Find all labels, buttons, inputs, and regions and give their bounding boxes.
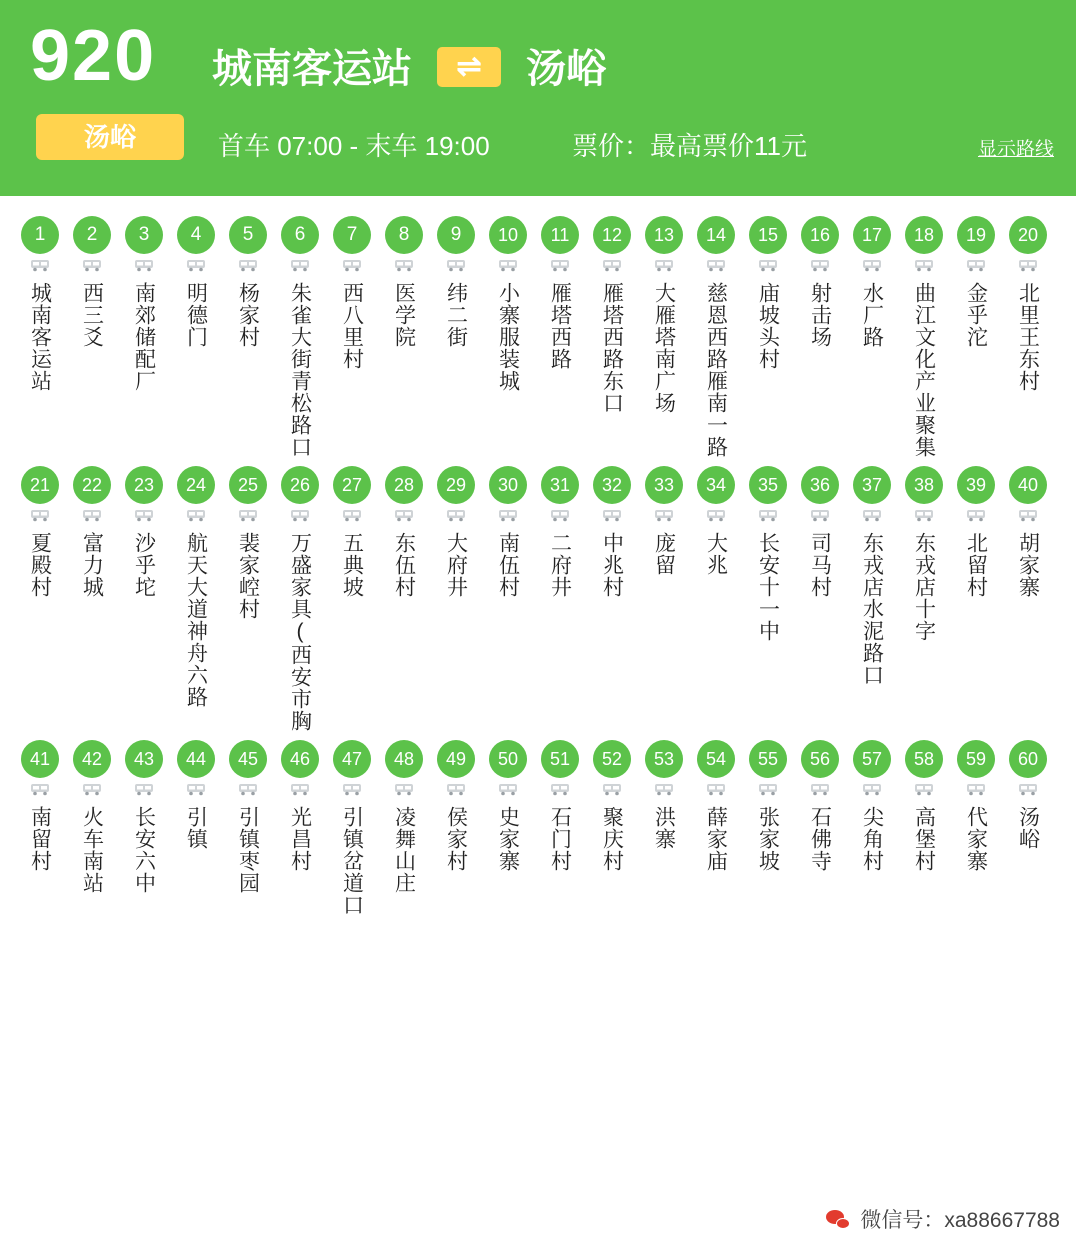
stop-number: 25 (229, 466, 267, 504)
stop-name: 纬二街 (444, 282, 468, 348)
stop-number: 16 (801, 216, 839, 254)
stop-item[interactable] (482, 740, 534, 872)
stop-number: 12 (593, 216, 631, 254)
stop-name: 夏殿村 (28, 532, 52, 598)
stop-number: 43 (125, 740, 163, 778)
bus-stop-icon (442, 508, 470, 522)
stop-item[interactable] (430, 466, 482, 598)
stop-number: 33 (645, 466, 683, 504)
bus-stop-icon (130, 258, 158, 272)
stop-item[interactable] (950, 216, 1002, 348)
bus-stop-icon (754, 508, 782, 522)
stop-name: 杨家村 (236, 282, 260, 348)
stop-name: 北里王东村 (1016, 282, 1040, 392)
stop-name: 小寨服装城 (496, 282, 520, 392)
bus-stop-icon (546, 508, 574, 522)
bus-stop-icon (598, 258, 626, 272)
stop-item[interactable] (586, 740, 638, 872)
wechat-icon (826, 1210, 852, 1232)
bus-stop-icon (910, 782, 938, 796)
bus-stop-icon (650, 258, 678, 272)
stop-name: 石佛寺 (808, 806, 832, 872)
stop-name: 雁塔西路东口 (600, 282, 624, 414)
bus-stop-icon (910, 258, 938, 272)
bus-stop-icon (494, 508, 522, 522)
stop-item[interactable] (690, 466, 742, 576)
stop-item[interactable] (534, 740, 586, 872)
stop-number: 32 (593, 466, 631, 504)
show-route-link[interactable]: 显示路线 (977, 139, 1054, 160)
stop-number: 53 (645, 740, 683, 778)
stop-number: 7 (333, 216, 371, 254)
bus-stop-icon (130, 782, 158, 796)
stop-name: 医学院 (392, 282, 416, 348)
stop-name: 庙坡头村 (756, 282, 780, 370)
bidirectional-arrow-icon (437, 47, 501, 87)
bus-stop-icon (26, 258, 54, 272)
wechat-account-label: 微信号：xa88667788 (860, 1209, 1060, 1232)
bus-stop-icon (338, 258, 366, 272)
stop-name: 大府井 (444, 532, 468, 598)
stop-number: 14 (697, 216, 735, 254)
bus-stop-icon (546, 258, 574, 272)
bus-stop-icon (910, 508, 938, 522)
stop-item[interactable] (482, 216, 534, 392)
bus-stop-icon (26, 508, 54, 522)
stop-item[interactable] (326, 740, 378, 916)
stop-item[interactable] (274, 466, 326, 732)
stop-number: 10 (489, 216, 527, 254)
bus-stop-icon (546, 782, 574, 796)
stop-item[interactable] (14, 466, 66, 598)
stop-number: 48 (385, 740, 423, 778)
bus-stop-icon (962, 508, 990, 522)
stop-item[interactable] (378, 216, 430, 348)
stop-name: 胡家寨 (1016, 532, 1040, 598)
stop-row (14, 466, 1062, 732)
stop-name: 西三爻 (80, 282, 104, 348)
stop-item[interactable] (326, 216, 378, 370)
bus-stop-icon (754, 258, 782, 272)
bus-stop-icon (390, 782, 418, 796)
bus-stop-icon (598, 782, 626, 796)
stop-name: 火车南站 (80, 806, 104, 894)
stop-item[interactable] (378, 466, 430, 598)
stop-item[interactable] (690, 740, 742, 872)
bus-stop-icon (494, 258, 522, 272)
stop-name: 城南客运站 (28, 282, 52, 392)
stop-name: 长安十一中 (756, 532, 780, 642)
stop-name: 中兆村 (600, 532, 624, 598)
bus-stop-icon (598, 508, 626, 522)
stop-item[interactable] (222, 466, 274, 620)
stop-item[interactable] (950, 466, 1002, 598)
stop-name: 引镇岔道口 (340, 806, 364, 916)
stop-item[interactable] (118, 216, 170, 392)
stop-name: 东戎店水泥路口 (860, 532, 884, 686)
stop-number: 47 (333, 740, 371, 778)
stop-number: 24 (177, 466, 215, 504)
stop-name: 万盛家具(西安市胸 (288, 532, 312, 732)
bus-stop-icon (234, 258, 262, 272)
stop-number: 57 (853, 740, 891, 778)
stop-number: 13 (645, 216, 683, 254)
stop-number: 15 (749, 216, 787, 254)
bus-stop-icon (442, 258, 470, 272)
bus-stop-icon (650, 508, 678, 522)
route-header (0, 0, 1076, 196)
stop-item[interactable] (14, 740, 66, 872)
stop-row (14, 740, 1062, 916)
stop-item[interactable] (274, 216, 326, 458)
stop-number: 8 (385, 216, 423, 254)
bus-stop-icon (182, 258, 210, 272)
bus-stop-icon (442, 782, 470, 796)
stop-name: 水厂路 (860, 282, 884, 348)
stop-name: 史家寨 (496, 806, 520, 872)
stop-number: 27 (333, 466, 371, 504)
stop-number: 34 (697, 466, 735, 504)
stop-number: 2 (73, 216, 111, 254)
stop-name: 长安六中 (132, 806, 156, 894)
stop-number: 51 (541, 740, 579, 778)
stop-name: 裴家崆村 (236, 532, 260, 620)
stop-name: 东戎店十字 (912, 532, 936, 642)
stop-item[interactable] (794, 466, 846, 598)
bus-stop-icon (390, 258, 418, 272)
stop-name: 引镇枣园 (236, 806, 260, 894)
stop-number: 22 (73, 466, 111, 504)
stop-number: 11 (541, 216, 579, 254)
bus-stop-icon (1014, 782, 1042, 796)
bus-stop-icon (858, 258, 886, 272)
stop-name: 大雁塔南广场 (652, 282, 676, 414)
stop-name: 张家坡 (756, 806, 780, 872)
stop-row (14, 216, 1062, 458)
stop-number: 37 (853, 466, 891, 504)
bus-stop-icon (390, 508, 418, 522)
stop-item[interactable] (66, 740, 118, 894)
stops-container (0, 216, 1076, 916)
stop-item[interactable] (586, 466, 638, 598)
stop-number: 29 (437, 466, 475, 504)
stop-item[interactable] (222, 216, 274, 348)
stop-item[interactable] (14, 216, 66, 392)
stop-item[interactable] (742, 740, 794, 872)
stop-number: 38 (905, 466, 943, 504)
bus-stop-icon (130, 508, 158, 522)
bus-stop-icon (702, 782, 730, 796)
stop-name: 代家寨 (964, 806, 988, 872)
stop-name: 尖角村 (860, 806, 884, 872)
stop-item[interactable] (846, 216, 898, 348)
bus-stop-icon (858, 782, 886, 796)
bus-stop-icon (962, 782, 990, 796)
stop-number: 1 (21, 216, 59, 254)
stop-item[interactable] (1002, 740, 1054, 850)
stop-name: 明德门 (184, 282, 208, 348)
route-direction-badge: 汤峪 (36, 114, 184, 160)
stop-name: 沙乎坨 (132, 532, 156, 598)
bus-stop-icon (650, 782, 678, 796)
stop-number: 42 (73, 740, 111, 778)
stop-item[interactable] (170, 740, 222, 850)
stop-item[interactable] (66, 466, 118, 598)
stop-number: 50 (489, 740, 527, 778)
stop-number: 54 (697, 740, 735, 778)
stop-item[interactable] (1002, 216, 1054, 392)
bus-stop-icon (702, 258, 730, 272)
stop-item[interactable] (794, 216, 846, 348)
stop-item[interactable] (378, 740, 430, 894)
stop-name: 侯家村 (444, 806, 468, 872)
stop-item[interactable] (846, 740, 898, 872)
stop-number: 60 (1009, 740, 1047, 778)
stop-number: 4 (177, 216, 215, 254)
stop-item[interactable] (482, 466, 534, 598)
stop-item[interactable] (118, 466, 170, 598)
stop-item[interactable] (638, 216, 690, 414)
stop-number: 58 (905, 740, 943, 778)
stop-number: 39 (957, 466, 995, 504)
bus-stop-icon (858, 508, 886, 522)
stop-name: 北留村 (964, 532, 988, 598)
wechat-account-tag (826, 1208, 1060, 1234)
stop-item[interactable] (222, 740, 274, 894)
stop-name: 东伍村 (392, 532, 416, 598)
stop-item[interactable] (638, 466, 690, 576)
stop-number: 20 (1009, 216, 1047, 254)
stop-name: 南留村 (28, 806, 52, 872)
service-hours: 首车 07:00 - 末车 19:00 (218, 131, 490, 161)
stop-item[interactable] (326, 466, 378, 598)
stop-name: 大兆 (704, 532, 728, 576)
stop-number: 19 (957, 216, 995, 254)
stop-name: 汤峪 (1016, 806, 1040, 850)
bus-stop-icon (1014, 258, 1042, 272)
stop-number: 18 (905, 216, 943, 254)
stop-number: 23 (125, 466, 163, 504)
stop-item[interactable] (170, 466, 222, 708)
stop-number: 44 (177, 740, 215, 778)
stop-number: 31 (541, 466, 579, 504)
stop-name: 慈恩西路雁南一路 (704, 282, 728, 458)
stop-number: 41 (21, 740, 59, 778)
stop-number: 21 (21, 466, 59, 504)
stop-number: 45 (229, 740, 267, 778)
bus-stop-icon (286, 508, 314, 522)
stop-name: 薛家庙 (704, 806, 728, 872)
stop-name: 南伍村 (496, 532, 520, 598)
stop-item[interactable] (690, 216, 742, 458)
bus-stop-icon (806, 258, 834, 272)
stop-item[interactable] (638, 740, 690, 850)
stop-number: 26 (281, 466, 319, 504)
stop-name: 石门村 (548, 806, 572, 872)
stop-name: 凌舞山庄 (392, 806, 416, 894)
stop-number: 6 (281, 216, 319, 254)
stop-number: 46 (281, 740, 319, 778)
route-number: 920 (30, 16, 157, 96)
bidirectional-arrow-glyph: ⇌ (456, 50, 482, 84)
stop-item[interactable] (898, 740, 950, 872)
bus-stop-icon (234, 508, 262, 522)
stop-name: 航天大道神舟六路 (184, 532, 208, 708)
stop-name: 富力城 (80, 532, 104, 598)
stop-name: 西八里村 (340, 282, 364, 370)
stop-item[interactable] (1002, 466, 1054, 598)
stop-number: 3 (125, 216, 163, 254)
bus-stop-icon (754, 782, 782, 796)
bus-stop-icon (286, 258, 314, 272)
stop-number: 52 (593, 740, 631, 778)
stop-number: 30 (489, 466, 527, 504)
stop-name: 雁塔西路 (548, 282, 572, 370)
stop-item[interactable] (118, 740, 170, 894)
stop-number: 17 (853, 216, 891, 254)
stop-number: 35 (749, 466, 787, 504)
bus-stop-icon (78, 508, 106, 522)
stop-item[interactable] (274, 740, 326, 872)
stop-item[interactable] (430, 216, 482, 348)
stop-number: 5 (229, 216, 267, 254)
bus-stop-icon (78, 258, 106, 272)
bus-stop-icon (338, 782, 366, 796)
route-origin: 城南客运站 (212, 47, 412, 91)
stop-item[interactable] (534, 466, 586, 598)
bus-stop-icon (234, 782, 262, 796)
stop-item[interactable] (794, 740, 846, 872)
route-title (212, 44, 606, 94)
bus-stop-icon (182, 508, 210, 522)
bus-stop-icon (702, 508, 730, 522)
bus-stop-icon (26, 782, 54, 796)
route-destination: 汤峪 (526, 47, 607, 91)
bus-stop-icon (806, 782, 834, 796)
stop-name: 金乎沱 (964, 282, 988, 348)
stop-name: 引镇 (184, 806, 208, 850)
fare-info: 票价：最高票价11元 (572, 131, 807, 161)
stop-item[interactable] (898, 216, 950, 458)
stop-number: 9 (437, 216, 475, 254)
bus-stop-icon (1014, 508, 1042, 522)
stop-name: 光昌村 (288, 806, 312, 872)
stop-item[interactable] (742, 466, 794, 642)
footer (0, 1196, 1076, 1242)
stop-name: 二府井 (548, 532, 572, 598)
stop-number: 49 (437, 740, 475, 778)
stop-number: 56 (801, 740, 839, 778)
stop-name: 庞留 (652, 532, 676, 576)
stop-name: 五典坡 (340, 532, 364, 598)
bus-stop-icon (78, 782, 106, 796)
stop-name: 朱雀大街青松路口 (288, 282, 312, 458)
stop-name: 洪寨 (652, 806, 676, 850)
stop-number: 55 (749, 740, 787, 778)
stop-item[interactable] (846, 466, 898, 686)
bus-stop-icon (494, 782, 522, 796)
stop-name: 射击场 (808, 282, 832, 348)
stop-number: 36 (801, 466, 839, 504)
bus-stop-icon (806, 508, 834, 522)
stop-name: 聚庆村 (600, 806, 624, 872)
bus-stop-icon (286, 782, 314, 796)
bus-stop-icon (182, 782, 210, 796)
stop-item[interactable] (950, 740, 1002, 872)
stop-name: 曲江文化产业聚集 (912, 282, 936, 458)
bus-stop-icon (962, 258, 990, 272)
bus-stop-icon (338, 508, 366, 522)
stop-number: 40 (1009, 466, 1047, 504)
stop-item[interactable] (430, 740, 482, 872)
stop-item[interactable] (742, 216, 794, 370)
stop-item[interactable] (898, 466, 950, 642)
stop-number: 59 (957, 740, 995, 778)
stop-name: 高堡村 (912, 806, 936, 872)
stop-item[interactable] (66, 216, 118, 348)
stop-item[interactable] (586, 216, 638, 414)
stop-number: 28 (385, 466, 423, 504)
stop-name: 司马村 (808, 532, 832, 598)
stop-item[interactable] (170, 216, 222, 348)
stop-name: 南郊储配厂 (132, 282, 156, 392)
stop-item[interactable] (534, 216, 586, 370)
